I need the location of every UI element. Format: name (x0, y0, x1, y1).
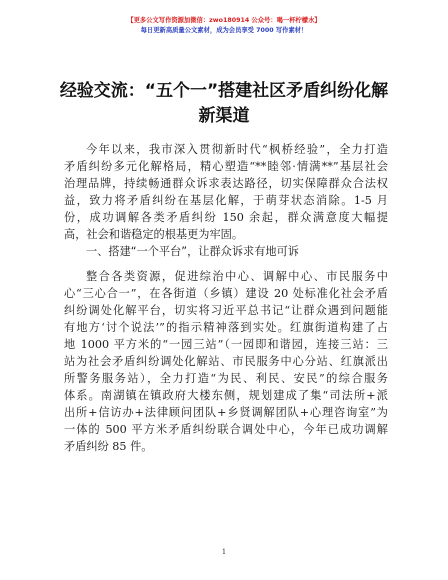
paragraph-1-line: 益，致力将矛盾纠纷在基层化解，于萌芽状态消除。1-5 月 (64, 194, 388, 207)
document-title-line-1: 经验交流：“五个一”搭建社区矛盾纠纷化解 (59, 81, 389, 101)
paragraph-1-line: 今年以来，我市深入贯彻新时代“枫桥经验”，全力打造 (86, 143, 388, 156)
paragraph-2-line: 站为社会矛盾纠纷调处化解站、市民服务中心分站、红旗派出 (64, 355, 388, 368)
page-number: 1 (221, 548, 227, 556)
paragraph-2-line: 心“三心合一”，在各街道（乡镇）建设 20 处标准化社会矛盾 (64, 287, 388, 300)
paragraph-2-line: 纠纷调处化解平台，切实将习近平总书记“让群众遇到问题能 (64, 304, 388, 317)
document-title-line-2: 新渠道 (198, 106, 250, 126)
paragraph-2-line: 所警务服务站），全力打造“为民、利民、安民”的综合服务 (64, 372, 388, 385)
paragraph-2-line: 出所+信访办+法律顾问团队+乡贤调解团队+心理咨询室”为 (64, 406, 388, 419)
paragraph-2-line: 有地方‘讨个说法’”的指示精神落到实处。红旗街道构建了占 (64, 321, 388, 334)
paragraph-2-line: 矛盾纠纷 85 件。 (64, 440, 153, 453)
paragraph-1-line: 治理品牌，持续畅通群众诉求表达路径，切实保障群众合法权 (64, 177, 388, 190)
paragraph-1-line: 高，社会和谐稳定的根基更为牢固。 (64, 228, 244, 241)
promo-banner-line-2: 每日更新高质量公文素材，成为会员享受 7000 写作素材！ (140, 27, 308, 34)
paragraph-2-line: 一体的 500 平方米矛盾纠纷联合调处中心，今年已成功调解 (64, 423, 388, 436)
paragraph-2-line: 整合各类资源，促进综治中心、调解中心、市民服务中 (86, 270, 388, 283)
section-heading-1: 一、搭建“一个平台”，让群众诉求有地可诉 (86, 245, 299, 258)
paragraph-1-line: 份，成功调解各类矛盾纠纷 150 余起，群众满意度大幅提 (64, 211, 388, 224)
paragraph-2-line: 体系。南湖镇在镇政府大楼东侧，规划建成了集“司法所+派 (64, 389, 388, 402)
promo-banner-line-1: 【更多公文写作资源加微信：zwo180914 公众号：喝一杯柠檬水】 (127, 17, 321, 24)
paragraph-1-line: 矛盾纠纷多元化解格局，精心塑造“**睦邻·情满**”基层社会 (64, 160, 388, 173)
paragraph-2-line: 地 1000 平方米的“一园三站”（一园即和谐园，连接三站：三 (64, 338, 388, 351)
